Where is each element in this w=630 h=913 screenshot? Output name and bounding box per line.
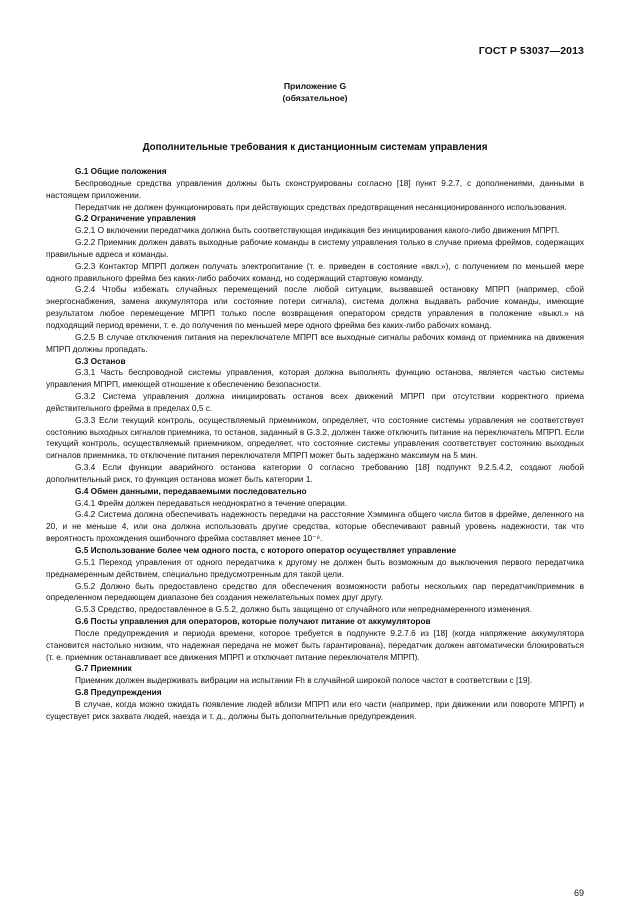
- appendix-title: Приложение G: [283, 81, 347, 91]
- paragraph: В случае, когда можно ожидать появление людей вблизи МПРП или его части (например, при движении или повороте МПРП) и существует риск захвата людей, наезда и т. д., должны быть дополнительные предупреждения.: [46, 698, 584, 721]
- paragraph: G.5.1 Переход управления от одного передатчика к другому не должен быть возможным до выключения первого передатчика преднамеренным действием, специально предусмотренным для такой цели.: [46, 556, 584, 579]
- appendix-heading: [0, 80, 630, 104]
- section-heading: G.7 Приемник: [75, 663, 132, 674]
- paragraph: G.3.1 Часть беспроводной системы управления, которая должна выполнять функцию останова, является частью системы управления МПРП, имеющей отношение к обеспечению безопасности.: [46, 367, 584, 390]
- paragraph: G.3.2 Система управления должна инициировать останов всех движений МПРП при отсутствии корректного приема действительного фрейма в пределах 0,5 с.: [46, 391, 584, 413]
- appendix-status: (обязательное): [282, 93, 348, 103]
- standard-number: ГОСТ Р 53037—2013: [478, 45, 584, 57]
- paragraph: G.3.4 Если функции аварийного останова категории 0 согласно требованию [18] подпункт 9.2.5.4.2, создают любой дополнительный риск, то функция останова может быть категории 1.: [46, 462, 584, 484]
- section-heading: G.2 Ограничение управления: [75, 213, 196, 224]
- paragraph: Беспроводные средства управления должны быть сконструированы согласно [18] пункт 9.2.7, с дополнениями, данными в настоящем приложении.: [46, 177, 584, 200]
- main-title: Дополнительные требования к дистанционным системам управления: [142, 142, 488, 153]
- paragraph: G.2.5 В случае отключения питания на переключателе МПРП все выходные сигналы рабочих команд от приемника на движения МПРП должны пропадать.: [46, 331, 584, 354]
- paragraph: Приемник должен выдерживать вибрации на испытании Fh в случайной широкой полосе частот в соответствии с [19].: [75, 675, 533, 686]
- paragraph: Передатчик не должен функционировать при действующих средствах предотвращения несанкционированного использования.: [75, 201, 567, 212]
- section-heading: G.3 Останов: [75, 355, 126, 366]
- paragraph: G.2.1 О включении передатчика должна быть соответствующая индикация без инициирования какого-либо движения МПРП.: [75, 225, 560, 236]
- document-body: [46, 166, 584, 723]
- section-heading: G.4 Обмен данными, передаваемыми последовательно: [75, 485, 307, 496]
- paragraph: G.2.4 Чтобы избежать случайных перемещений после любой ситуации, вызвавшей остановку МПРП (например, сбой энергоснабжения, замена аккумулятора или состояние потери сигнала), система должна выдавать рабочие команды, имеющие результатом любое перемещение МПРП только после возвращения оператором средств управления в положение «выкл.» на подходящий период времени, т. е. до получения по меньшей мере одного фрейма без каких-либо рабочих команд.: [46, 284, 584, 330]
- paragraph: G.2.3 Контактор МПРП должен получать электропитание (т. е. приведен в состояние «вкл.»), с получением по меньшей мере одного правильного фрейма без каких-либо рабочих команд, но содержащий стартовую команду.: [46, 260, 584, 283]
- paragraph: G.4.2 Система должна обеспечивать надежность передачи на расстояние Хэмминга общего числа битов в фрейме, деленного на 20, и не меньше 4, или она должна использовать другие средства, которые обеспечивают равный уровень надежности, так что вероятность прохождения ошибочного фрейма составляет менее 10⁻⁸.: [46, 509, 584, 544]
- section-heading: G.1 Общие положения: [75, 166, 167, 176]
- paragraph: G.3.3 Если текущий контроль, осуществляемый приемником, определяет, что состояние системы управления не соответствует состоянию выходных сигналов приемника, то останов, заданный в G.3.2, должен также отключить питание на переключатель МПРП. Если текущий контроль, осуществляемый приемником, определяет, что состояние системы управления соответствует состоянию выходных сигналов приемника, то отключение питания переключателя МПРП может быть задержано максимум на 5 мин.: [46, 414, 584, 461]
- paragraph: G.2.2 Приемник должен давать выходные рабочие команды в систему управления только в случае приема фреймов, содержащих правильные адреса и команды.: [46, 237, 584, 259]
- section-heading: G.5 Использование более чем одного поста, с которого оператор осуществляет управление: [75, 545, 457, 555]
- paragraph: После предупреждения и периода времени, которое требуется в подпункте 9.2.7.6 из [18] (когда напряжение аккумулятора становится настолько низким, что надежная передача не может быть гарантирована), передатчик должен автоматически блокироваться (т. е. приемник останавливает все движения МПРП и отключает питание переключателя МПРП).: [46, 627, 584, 662]
- paragraph: G.4.1 Фрейм должен передаваться неоднократно в течение операции.: [75, 497, 348, 508]
- section-heading: G.8 Предупреждения: [75, 687, 162, 698]
- paragraph: G.5.3 Средство, предоставленное в G.5.2, должно быть защищено от случайного или непреднамеренного изменения.: [75, 604, 532, 615]
- section-heading: G.6 Посты управления для операторов, которые получают питание от аккумуляторов: [75, 616, 431, 627]
- paragraph: G.5.2 Должно быть предоставлено средство для обеспечения возможности работы нескольких пар передатчик/приемник в определенном передающем диапазоне без создания нежелательных помех друг другу.: [46, 580, 584, 603]
- page-number: 69: [573, 888, 584, 898]
